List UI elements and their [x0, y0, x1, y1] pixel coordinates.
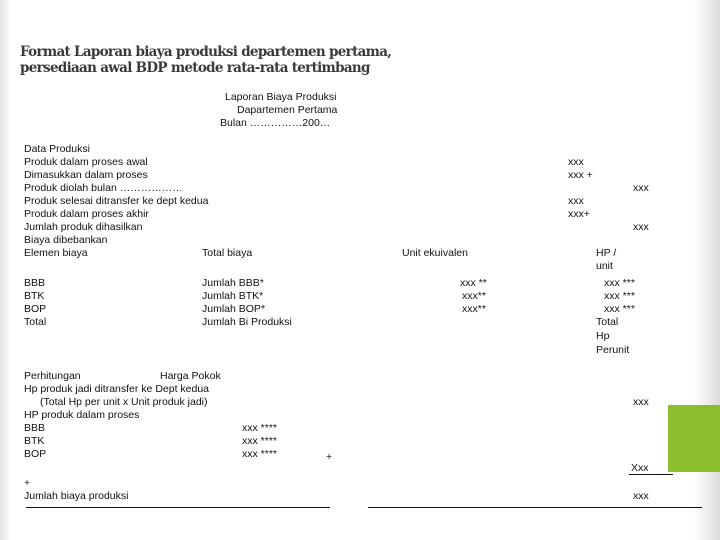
plus-sign: + — [326, 451, 333, 463]
report-title: Laporan Biaya Produksi — [225, 91, 337, 103]
cost-unit-equivalent: xxx ** — [460, 277, 487, 289]
section-perhitungan-hp: Harga Pokok — [160, 370, 221, 382]
row-label: Jumlah produk dihasilkan — [24, 221, 143, 233]
row-value: xxx — [568, 156, 584, 168]
cost-hp-total-line2: Hp — [596, 330, 610, 342]
section-perhitungan: Perhitungan — [24, 370, 81, 382]
column-header-hp: HP / — [596, 247, 617, 259]
row-label: Produk dalam proses awal — [24, 156, 148, 168]
cost-total: Jumlah Bi Produksi — [202, 316, 292, 328]
report-department: Dapartemen Pertama — [237, 104, 338, 116]
cost-hp-per-unit: xxx *** — [604, 290, 635, 302]
cost-hp-per-unit: xxx *** — [604, 277, 635, 289]
slide-title — [20, 44, 391, 76]
cost-element: BOP — [24, 303, 47, 315]
total-value: xxx — [633, 490, 649, 502]
report-period: Bulan ……………200… — [220, 117, 331, 129]
column-header-elemen: Elemen biaya — [24, 247, 88, 259]
row-value: xxx+ — [568, 208, 590, 220]
bottom-rule-left — [26, 507, 330, 508]
cost-total: Jumlah BBB* — [202, 277, 264, 289]
row-label: Produk diolah bulan ……………… — [24, 182, 183, 194]
row-value: xxx + — [568, 169, 593, 181]
cost-hp-total-line3: Perunit — [596, 344, 630, 356]
cost-unit-equivalent: xxx** — [462, 303, 486, 315]
bdp-element: BOP — [24, 448, 47, 460]
transfer-label: Hp produk jadi ditransfer ke Dept kedua — [24, 383, 210, 395]
section-data-produksi: Data Produksi — [24, 143, 90, 155]
row-label: Dimasukkan dalam proses — [24, 169, 148, 181]
transfer-value: xxx — [633, 396, 649, 408]
row-total-value: xxx — [633, 221, 649, 233]
accent-bar — [668, 405, 720, 472]
cost-element: BTK — [24, 290, 45, 302]
bdp-element-value: xxx **** — [242, 422, 278, 434]
plus-sign: + — [24, 477, 31, 489]
section-biaya-dibebankan: Biaya dibebankan — [24, 234, 108, 246]
cost-total: Jumlah BTK* — [202, 290, 264, 302]
slide-title-line1: Format Laporan biaya produksi departemen pertama, — [20, 44, 392, 60]
bdp-label: HP produk dalam proses — [24, 409, 140, 421]
bdp-element-value: xxx **** — [242, 448, 278, 460]
row-total-value: xxx — [633, 182, 649, 194]
cost-element: Total — [24, 316, 47, 328]
cost-element: BBB — [24, 277, 46, 289]
row-label: Produk dalam proses akhir — [24, 208, 149, 220]
row-label: Produk selesai ditransfer ke dept kedua — [24, 195, 209, 207]
total-label: Jumlah biaya produksi — [24, 490, 129, 502]
transfer-formula: (Total Hp per unit x Unit produk jadi) — [40, 396, 208, 408]
bottom-rule-right — [368, 507, 702, 508]
cost-unit-equivalent: xxx** — [462, 290, 486, 302]
cost-hp-total: Total — [596, 316, 619, 328]
column-header-hp-unit: unit — [596, 260, 613, 272]
column-header-unit: Unit ekuivalen — [402, 247, 468, 259]
slide-left-edge — [0, 0, 12, 540]
bdp-element-value: xxx **** — [242, 435, 278, 447]
cost-hp-per-unit: xxx *** — [604, 303, 635, 315]
bdp-element: BBB — [24, 422, 46, 434]
cost-total: Jumlah BOP* — [202, 303, 266, 315]
column-header-total: Total biaya — [202, 247, 253, 259]
bdp-total-value: Xxx — [631, 462, 649, 474]
row-value: xxx — [568, 195, 584, 207]
bdp-element: BTK — [24, 435, 45, 447]
underline — [629, 474, 673, 475]
slide-title-line2: persediaan awal BDP metode rata-rata tertimbang — [20, 60, 370, 76]
